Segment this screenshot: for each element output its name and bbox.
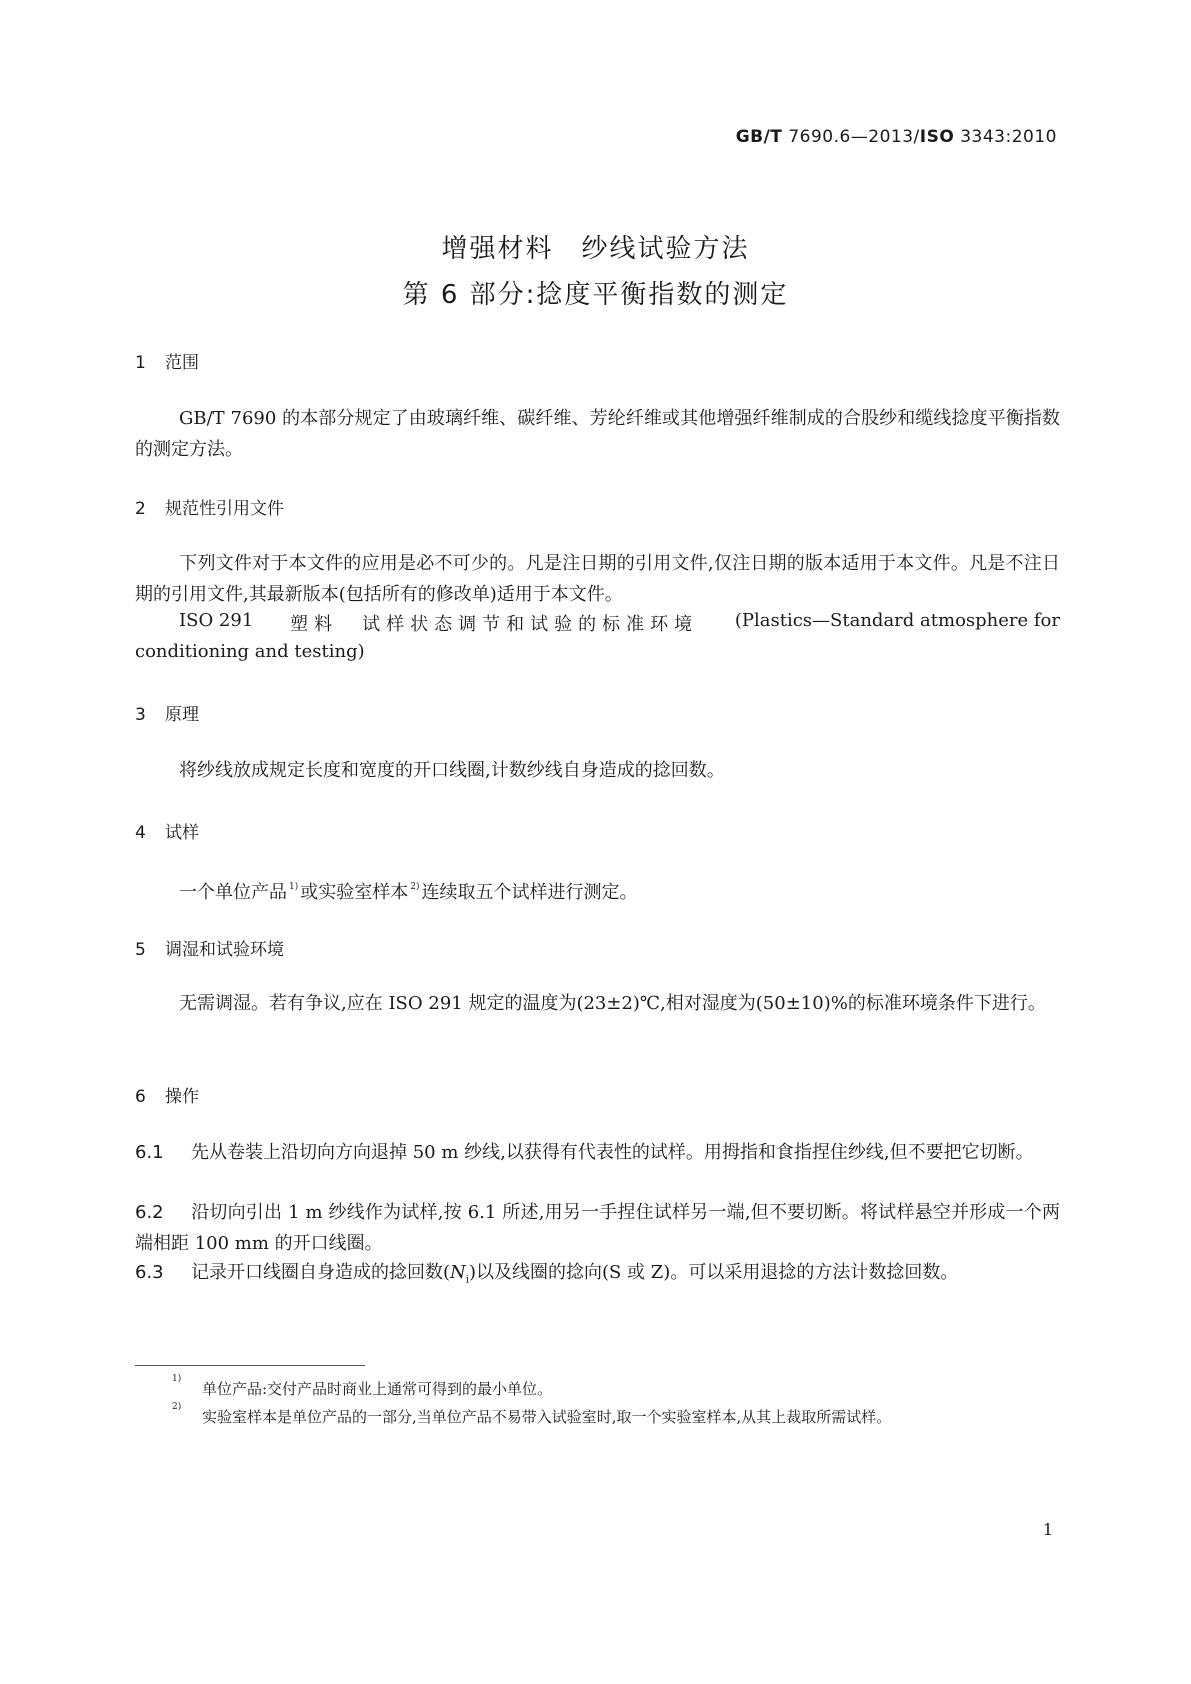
footnote-mark: 1) xyxy=(172,1374,182,1384)
section-5-paragraph: 无需调湿。若有争议,应在 ISO 291 规定的温度为(23±2)℃,相对湿度为(50±10)%的标准环境条件下进行。 xyxy=(179,993,1046,1014)
section-number: 1 xyxy=(135,353,146,373)
reference-title-cn: 塑料 试样状态调节和试验的标准环境 xyxy=(290,614,699,635)
std-gb-prefix: GB/T xyxy=(735,127,783,147)
section-3-heading xyxy=(135,700,199,725)
footnote-mark: 2) xyxy=(172,1402,182,1412)
step-6-1: 6.1 先从卷装上沿切向方向退掉 50 m 纱线,以获得有代表性的试样。用拇指和食指捏住纱线,但不要把它切断。 xyxy=(135,1137,1060,1168)
section-title: 原理 xyxy=(165,705,199,725)
section-2-paragraph: 下列文件对于本文件的应用是必不可少的。凡是注日期的引用文件,仅注日期的版本适用于本文件。凡是不注日期的引用文件,其最新版本(包括所有的修改单)适用于本文件。 xyxy=(135,553,1060,605)
section-title: 操作 xyxy=(165,1087,199,1107)
section-number: 4 xyxy=(135,823,146,843)
section-6-heading xyxy=(135,1082,199,1107)
section-1-paragraph: GB/T 7690 的本部分规定了由玻璃纤维、碳纤维、芳纶纤维或其他增强纤维制成的合股纱和缆线捻度平衡指数的测定方法。 xyxy=(135,408,1060,460)
section-title: 范围 xyxy=(165,353,199,373)
section-2-heading xyxy=(135,494,284,519)
page-number: 1 xyxy=(1042,1520,1053,1539)
step-6-3: 6.3 记录开口线圈自身造成的捻回数$(N_i)$以及线圈的捻向(S 或 Z)。可以采用退捻的方法计数捻回数。 xyxy=(135,1257,1060,1296)
document-title-line1: 增强材料 纱线试验方法 xyxy=(441,234,750,264)
reference-continuation: conditioning and testing) xyxy=(135,641,365,662)
reference-code: ISO 291 xyxy=(179,610,254,631)
section-5-heading xyxy=(135,935,284,960)
variable-subscript: i xyxy=(465,1274,469,1286)
section-title: 调湿和试验环境 xyxy=(165,940,284,960)
document-title-line2: 第 6 部分:捻度平衡指数的测定 xyxy=(402,280,789,310)
section-1-heading xyxy=(135,348,199,373)
footnote-ref-1: 1) xyxy=(289,882,299,892)
reference-title-en: (Plastics—Standard atmosphere for xyxy=(734,610,1060,631)
std-gb-number: 7690.6—2013/ xyxy=(788,127,920,147)
section-4-paragraph: 一个单位产品 $^{1)}$ 或实验室样本 $^{2)}$ 连续取五个试样进行测定。 xyxy=(179,882,638,903)
section-number: 5 xyxy=(135,940,146,960)
variable-n: N xyxy=(450,1262,466,1283)
section-3-paragraph: 将纱线放成规定长度和宽度的开口线圈,计数纱线自身造成的捻回数。 xyxy=(179,760,725,781)
step-number: 6.3 xyxy=(135,1262,164,1283)
footnote-1: 1) 单位产品:交付产品时商业上通常可得到的最小单位。 xyxy=(172,1374,553,1398)
step-6-2: 6.2 沿切向引出 1 m 纱线作为试样,按 6.1 所述,用另一手捏住试样另一端,但不要切断。将试样悬空并形成一个两端相距 100 mm 的开口线圈。 xyxy=(135,1197,1060,1259)
section-title: 规范性引用文件 xyxy=(165,499,284,519)
section-title: 试样 xyxy=(165,823,199,843)
section-number: 2 xyxy=(135,499,146,519)
step-number: 6.2 xyxy=(135,1202,164,1223)
std-iso-prefix: ISO xyxy=(919,127,955,147)
section-4-heading xyxy=(135,818,199,843)
normative-reference xyxy=(179,610,1060,636)
section-number: 6 xyxy=(135,1087,146,1107)
footnote-ref-2: 2) xyxy=(410,882,420,892)
footnote-2: 2) 实验室样本是单位产品的一部分,当单位产品不易带入试验室时,取一个实验室样本,从其上裁取所需试样。 xyxy=(172,1402,892,1426)
section-number: 3 xyxy=(135,705,146,725)
standard-code xyxy=(736,127,1057,147)
step-number: 6.1 xyxy=(135,1142,164,1163)
footnote-divider xyxy=(135,1365,365,1366)
std-iso-number: 3343:2010 xyxy=(960,127,1057,147)
